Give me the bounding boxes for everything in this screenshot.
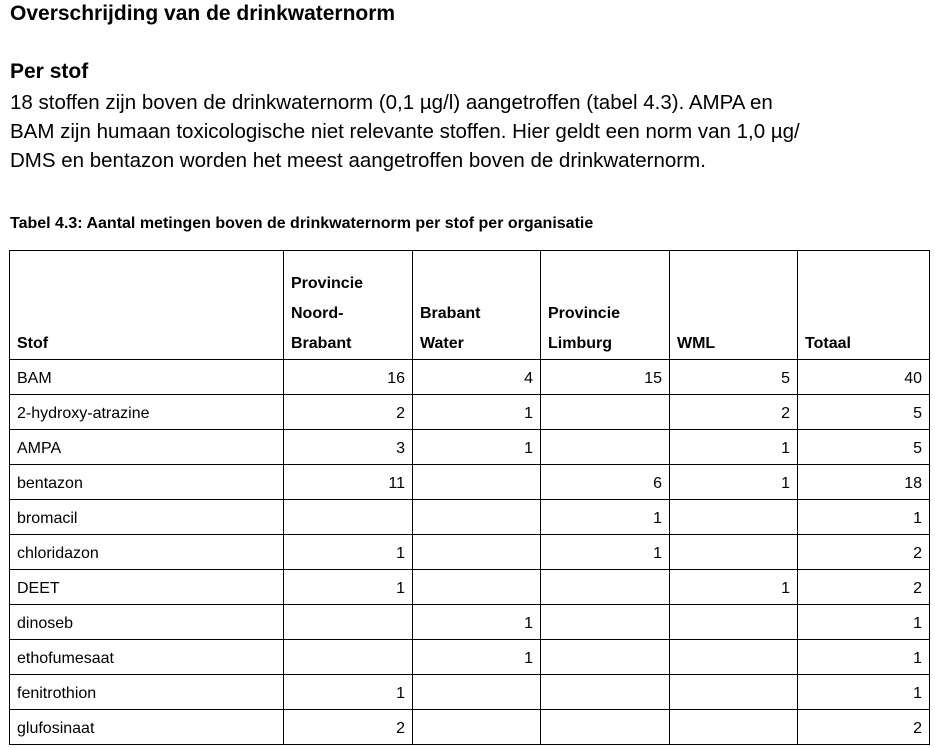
count-cell [284,500,413,535]
count-cell: 1 [798,640,930,675]
count-cell [284,640,413,675]
paragraph-line: BAM zijn humaan toxicologische niet relevante stoffen. Hier geldt een norm van 1,0 µg/ [10,120,800,143]
table-row [10,710,930,745]
count-cell [541,710,670,745]
column-header [284,251,413,360]
column-header-line: Water [420,335,464,352]
count-cell: 2 [798,535,930,570]
section-title: Per stof [10,60,89,83]
substance-cell: bromacil [10,500,284,535]
measurements-table [9,250,930,745]
table-row [10,535,930,570]
document-heading: Overschrijding van de drinkwaternorm [10,2,396,25]
column-header [670,251,798,360]
substance-cell: ethofumesaat [10,640,284,675]
count-cell [284,605,413,640]
column-header-line: WML [677,335,716,352]
substance-cell: BAM [10,360,284,395]
count-cell: 1 [670,430,798,465]
substance-cell: bentazon [10,465,284,500]
count-cell: 2 [798,710,930,745]
table-caption: Tabel 4.3: Aantal metingen boven de drinkwaternorm per stof per organisatie [10,215,594,232]
table-row [10,605,930,640]
column-header-line: Brabant [420,305,481,322]
substance-cell: 2-hydroxy-atrazine [10,395,284,430]
count-cell: 1 [413,605,541,640]
count-cell: 2 [798,570,930,605]
count-cell: 1 [670,570,798,605]
count-cell: 4 [413,360,541,395]
count-cell: 1 [798,605,930,640]
count-cell: 6 [541,465,670,500]
table-row [10,395,930,430]
count-cell: 2 [670,395,798,430]
count-cell: 11 [284,465,413,500]
section-paragraph [10,88,935,175]
count-cell: 2 [284,395,413,430]
count-cell: 2 [284,710,413,745]
count-cell [413,465,541,500]
count-cell: 1 [798,675,930,710]
table-row [10,570,930,605]
count-cell [670,640,798,675]
column-header [10,251,284,360]
table-header-row [10,251,930,360]
column-header-line: Provincie [548,305,621,322]
count-cell: 18 [798,465,930,500]
count-cell: 1 [413,395,541,430]
count-cell [413,710,541,745]
column-header [541,251,670,360]
column-header-line: Provincie [291,275,364,292]
count-cell: 3 [284,430,413,465]
column-header-line: Stof [17,335,49,352]
paragraph-line: DMS en bentazon worden het meest aangetroffen boven de drinkwaternorm. [10,149,706,172]
count-cell: 16 [284,360,413,395]
table-body [10,360,930,745]
count-cell [541,675,670,710]
count-cell: 40 [798,360,930,395]
count-cell: 1 [284,535,413,570]
table-row [10,430,930,465]
substance-cell: AMPA [10,430,284,465]
paragraph-line: 18 stoffen zijn boven de drinkwaternorm (0,1 µg/l) aangetroffen (tabel 4.3). AMPA en [10,91,773,114]
count-cell [413,570,541,605]
table-row [10,675,930,710]
count-cell [670,675,798,710]
count-cell [670,605,798,640]
count-cell [541,395,670,430]
count-cell: 5 [798,430,930,465]
substance-cell: glufosinaat [10,710,284,745]
column-header-line: Limburg [548,335,612,352]
column-header-line: Brabant [291,335,352,352]
count-cell [670,535,798,570]
count-cell [413,500,541,535]
table-row [10,500,930,535]
column-header [798,251,930,360]
count-cell: 1 [284,570,413,605]
substance-cell: chloridazon [10,535,284,570]
table-row [10,465,930,500]
count-cell: 5 [670,360,798,395]
table-row [10,640,930,675]
count-cell [541,430,670,465]
substance-cell: dinoseb [10,605,284,640]
column-header-line: Noord- [291,305,344,322]
count-cell [670,710,798,745]
count-cell: 1 [670,465,798,500]
column-header [413,251,541,360]
column-header-line: Totaal [805,335,851,352]
count-cell: 1 [541,500,670,535]
count-cell: 1 [798,500,930,535]
count-cell: 5 [798,395,930,430]
count-cell: 1 [413,430,541,465]
count-cell: 1 [413,640,541,675]
count-cell [541,640,670,675]
substance-cell: DEET [10,570,284,605]
table-row [10,360,930,395]
count-cell [670,500,798,535]
count-cell: 15 [541,360,670,395]
count-cell [413,535,541,570]
count-cell [541,605,670,640]
count-cell: 1 [284,675,413,710]
count-cell: 1 [541,535,670,570]
count-cell [541,570,670,605]
substance-cell: fenitrothion [10,675,284,710]
count-cell [413,675,541,710]
